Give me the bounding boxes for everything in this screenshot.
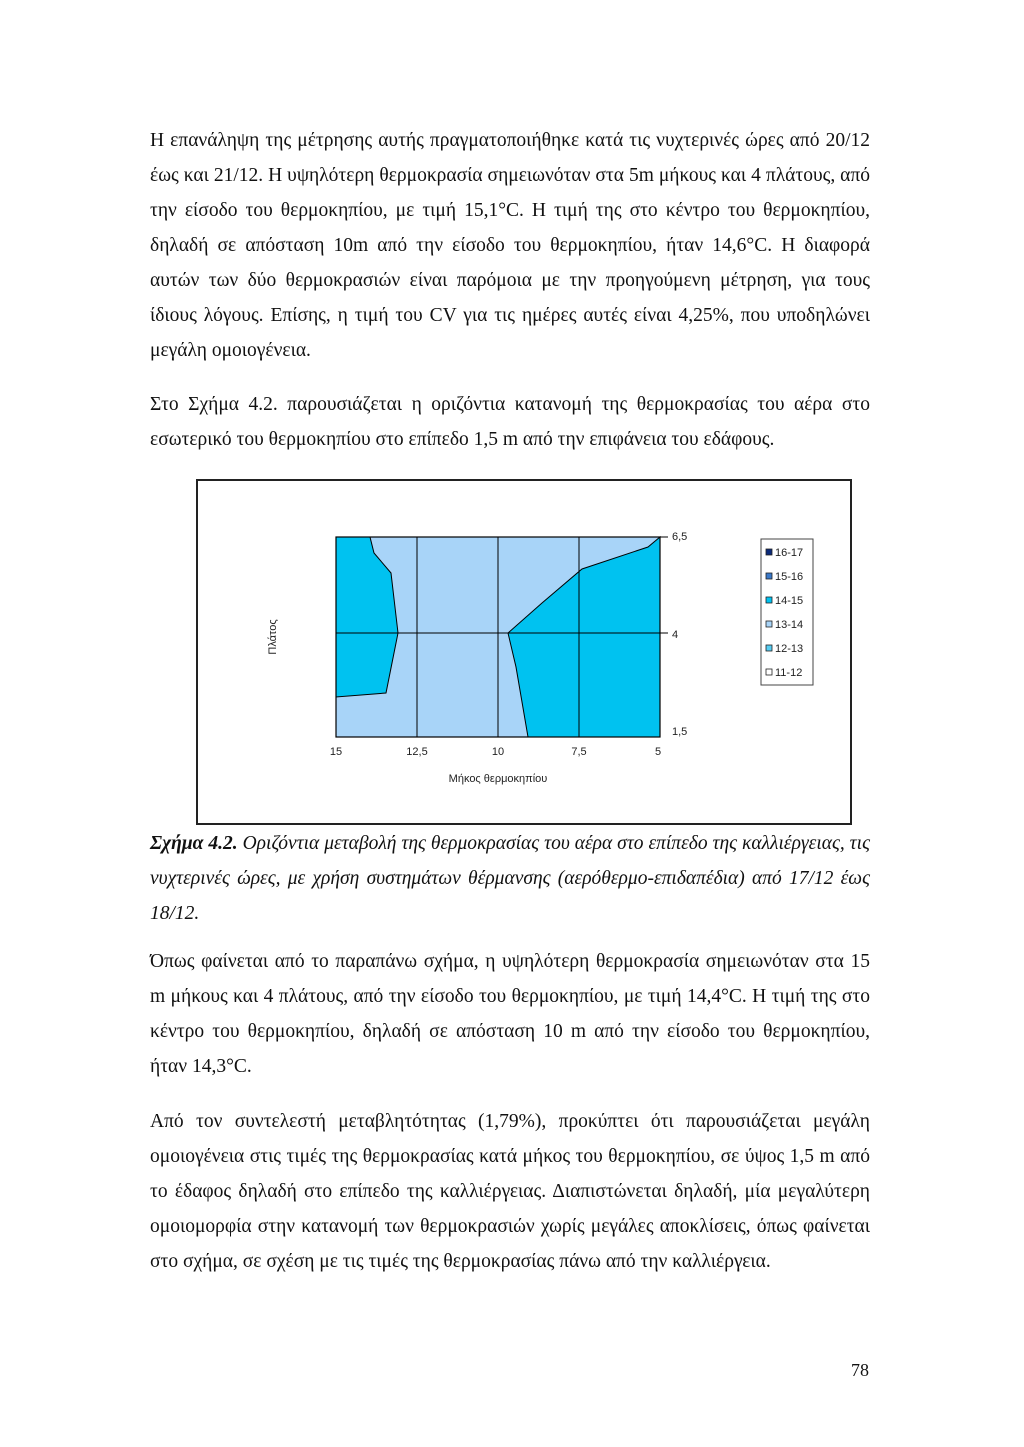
y-axis-title: Πλάτος [267, 619, 279, 655]
paragraph-3: Όπως φαίνεται από το παραπάνω σχήμα, η υψηλότερη θερμοκρασία σημειωνόταν στα 15 m μήκους και 4 πλάτους, από την είσοδο του θερμοκηπίου, με τιμή 14,4°C. Η τιμή της στο κέντρο του θερμοκηπίου, δηλαδή σε απόσταση 10 m από την είσοδο του θερμοκηπίου, ήταν 14,3°C. [150, 951, 870, 1077]
y-tick-label: 6,5 [672, 531, 688, 543]
x-tick-label: 15 [329, 746, 343, 758]
x-axis-title: Μήκος θερμοκηπίου [448, 773, 548, 785]
legend-label: 16-17 [775, 547, 804, 559]
y-tick-label: 4 [672, 629, 679, 641]
x-tick-label: 10 [491, 746, 505, 758]
legend-swatch-12-13 [766, 645, 772, 651]
legend-swatch-11-12 [766, 669, 772, 675]
caption-text: Οριζόντια μεταβολή της θερμοκρασίας του αέρα στο επίπεδο της καλλιέργειας, τις νυχτερινές ώρες, με χρήση συστημάτων θέρμανσης (αερόθερμο-επιδαπέδια) από 17/12 έως 18/12. [150, 833, 870, 924]
figure-contour-chart [196, 479, 852, 825]
legend-label: 11-12 [775, 667, 803, 679]
x-tick-label: 12,5 [406, 746, 428, 758]
legend-box [761, 539, 813, 685]
x-tick-label: 7,5 [571, 746, 587, 758]
paragraph-2: Στο Σχήμα 4.2. παρουσιάζεται η οριζόντια κατανομή της θερμοκρασίας του αέρα στο εσωτερικό του θερμοκηπίου στο επίπεδο 1,5 m από την επιφάνεια του εδάφους. [150, 394, 870, 450]
page-number: 78 [851, 1360, 869, 1380]
legend-label: 15-16 [775, 571, 804, 583]
legend-swatch-13-14 [766, 621, 772, 627]
legend-label: 12-13 [775, 643, 804, 655]
legend-swatch-14-15 [766, 597, 772, 603]
chart-svg [198, 481, 850, 823]
figure-caption [150, 826, 870, 931]
legend-label: 14-15 [775, 595, 804, 607]
x-tick-label: 5 [654, 746, 662, 758]
legend-swatch-16-17 [766, 549, 772, 555]
caption-label: Σχήμα 4.2. [150, 833, 238, 854]
y-tick-label: 1,5 [672, 726, 688, 738]
legend-swatch-15-16 [766, 573, 772, 579]
chart-legend [761, 539, 813, 685]
paragraph-4: Από τον συντελεστή μεταβλητότητας (1,79%), προκύπτει ότι παρουσιάζεται μεγάλη ομοιογένεια στις τιμές της θερμοκρασίας κατά μήκος του θερμοκηπίου, σε ύψος 1,5 m από το έδαφος δηλαδή στο επίπεδο της καλλιέργειας. Διαπιστώνεται δηλαδή, μία μεγαλύτερη ομοιομορφία στην κατανομή των θερμοκρασιών χωρίς μεγάλες αποκλίσεις, όπως φαίνεται στο σχήμα, σε σχέση με τις τιμές της θερμοκρασίας πάνω από την καλλιέργεια. [150, 1111, 870, 1272]
legend-label: 13-14 [775, 619, 804, 631]
paragraph-1: Η επανάληψη της μέτρησης αυτής πραγματοποιήθηκε κατά τις νυχτερινές ώρες από 20/12 έως και 21/12. Η υψηλότερη θερμοκρασία σημειωνόταν στα 5m μήκους και 4 πλάτους, από την είσοδο του θερμοκηπίου, με τιμή 15,1°C. Η τιμή της στο κέντρο του θερμοκηπίου, δηλαδή σε απόσταση 10m από την είσοδο του θερμοκηπίου, ήταν 14,6°C. Η διαφορά αυτών των δύο θερμοκρασιών είναι παρόμοια με την προηγούμενη μέτρηση, για τους ίδιους λόγους. Επίσης, η τιμή του CV για τις ημέρες αυτές είναι 4,25%, που υποδηλώνει μεγάλη ομοιογένεια. [150, 130, 870, 361]
